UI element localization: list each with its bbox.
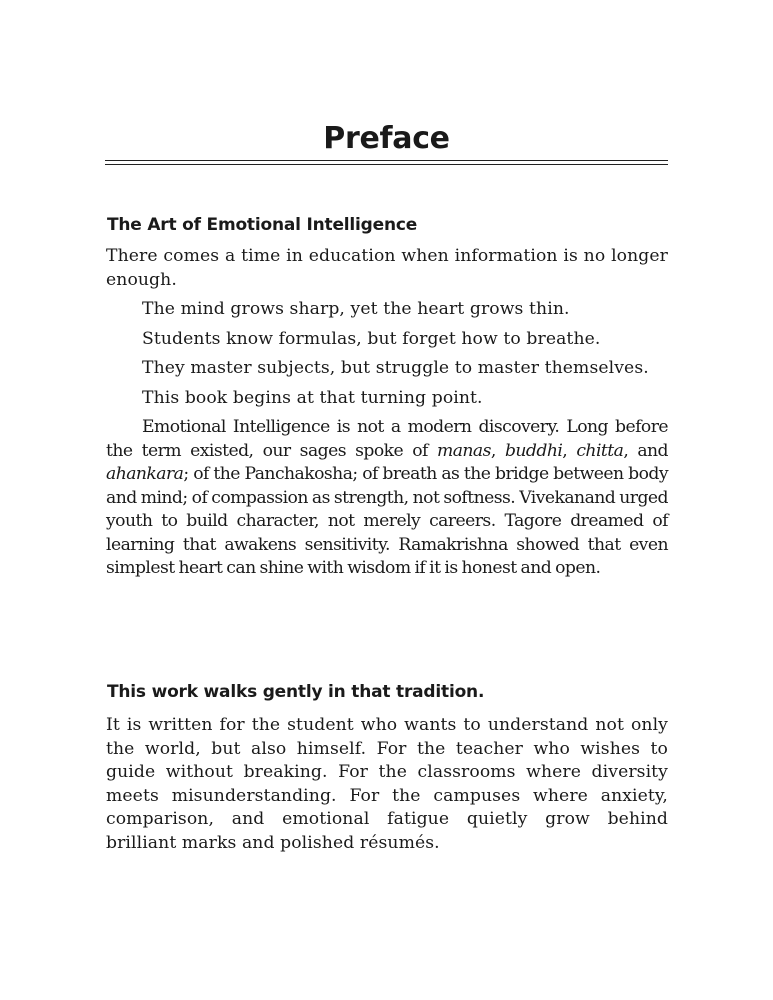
title-rule-bottom — [105, 164, 668, 165]
paragraph-students: Students know formulas, but forget how to breathe. — [142, 328, 601, 349]
term-manas: manas — [436, 440, 491, 461]
paragraph-written-for: It is written for the student who wants to understand not only the world, but also himself. For the teacher who wishes to guide without breaking. For the classrooms where diversity meets misunderstanding. For the campuses where anxiety, comparison, and emotional fatigue quietly grow behind brilliant marks and polished résumés. — [106, 715, 668, 853]
paragraph-mind: The mind grows sharp, yet the heart grows thin. — [142, 299, 570, 319]
term-ahankara: ahankara — [106, 464, 184, 484]
section-heading-art-of-ei: The Art of Emotional Intelligence — [107, 215, 418, 235]
page-title: Preface — [323, 121, 450, 156]
sages-sep-1: , — [490, 440, 505, 461]
paragraph-turning-point: This book begins at that turning point. — [142, 387, 483, 408]
paragraph-sages — [106, 416, 668, 581]
section-body-art-of-ei — [106, 245, 668, 587]
term-chitta: chitta — [576, 440, 624, 461]
section-heading-tradition: This work walks gently in that tradition. — [107, 682, 485, 702]
title-rule-top — [105, 160, 668, 161]
sages-text-1: Emotional Intelligence is not a modern discovery. Long before the term existed, our sages spoke of — [106, 417, 668, 461]
sages-sep-2: , — [562, 440, 577, 461]
term-buddhi: buddhi — [504, 440, 563, 461]
paragraph-master: They master subjects, but struggle to master themselves. — [142, 358, 649, 378]
section-body-tradition — [106, 714, 668, 861]
paragraph-intro: There comes a time in education when information is no longer enough. — [106, 246, 668, 290]
sages-sep-3: , and — [623, 440, 669, 461]
sages-text-2: ; of the Panchakosha; of breath as the bridge between body and mind; of compassion as strength, not softness. Vivekanand urged youth to build character, not merely careers. Tagore dreamed of learning that awakens sensitivity. Ramakrishna showed that even simplest heart can shine with wisdom if it is honest and open. — [106, 464, 668, 578]
